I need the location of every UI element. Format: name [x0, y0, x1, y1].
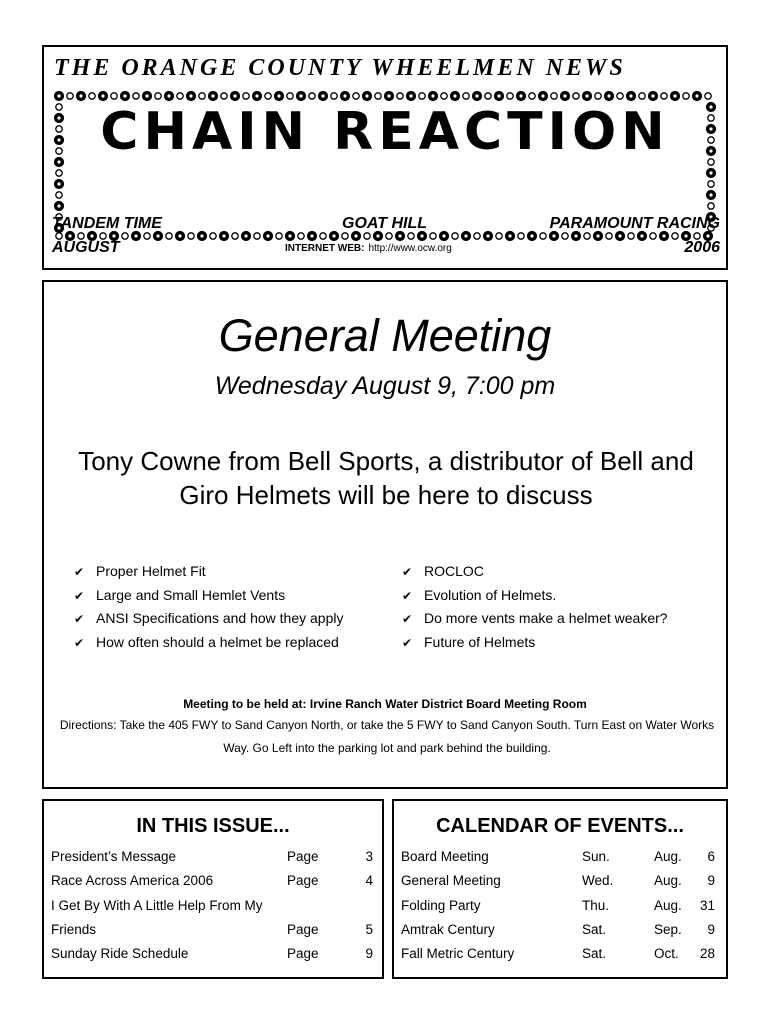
page-number: 3 [365, 849, 373, 864]
page-label: Page [287, 849, 319, 864]
meeting-intro: Tony Cowne from Bell Sports, a distributor of Bell and Giro Helmets will be here to discuss [78, 446, 694, 510]
event-month: Oct. [654, 946, 679, 962]
event-name: Board Meeting [401, 849, 489, 864]
in-this-issue-box [42, 799, 384, 979]
event-day: Wed. [582, 873, 614, 889]
website-label: INTERNET WEB: [285, 243, 365, 254]
article-title: I Get By With A Little Help From My [51, 897, 263, 913]
topic-item: ✔ Evolution of Helmets. [402, 584, 668, 608]
meeting-date: Wednesday August 9, 7:00 pm [214, 372, 556, 400]
topic-item: ✔ Proper Helmet Fit [74, 560, 343, 584]
event-name: General Meeting [401, 873, 501, 889]
list-item [51, 869, 373, 893]
topic-item: ✔ Large and Small Hemlet Vents [74, 584, 343, 608]
page-label: Page [287, 946, 319, 962]
article-title: Sunday Ride Schedule [51, 946, 189, 962]
event-name: Fall Metric Century [401, 946, 515, 962]
list-item [401, 918, 715, 942]
general-meeting-notice [42, 280, 728, 789]
website-link[interactable]: http://www.ocw.org [368, 243, 452, 254]
checkmark-icon: ✔ [402, 635, 413, 650]
issue-contents-list [51, 845, 373, 966]
page-number: 4 [365, 873, 373, 889]
event-date: 9 [707, 921, 715, 937]
calendar-of-events-box [392, 799, 728, 979]
checkmark-icon: ✔ [402, 612, 413, 626]
masthead-left-line-1: TANDEM TIME [52, 215, 162, 232]
event-month: Aug. [654, 873, 682, 889]
list-item [51, 845, 373, 869]
article-title: Friends [51, 921, 97, 937]
newsletter-title: CHAIN REACTION [100, 102, 670, 162]
event-name: Amtrak Century [401, 921, 495, 937]
list-item [401, 869, 715, 893]
event-day: Sat. [582, 921, 607, 937]
checkmark-icon: ✔ [402, 565, 413, 579]
topic-item: ✔ ROCLOC [402, 560, 668, 584]
article-title: Race Across America 2006 [51, 873, 214, 889]
list-item [401, 894, 715, 918]
article-title: President’s Message [51, 849, 177, 864]
meeting-venue: Meeting to be held at: Irvine Ranch Water District Board Meeting Room [183, 697, 587, 711]
in-this-issue-heading: IN THIS ISSUE... [136, 815, 290, 837]
meeting-directions: Directions: Take the 405 FWY to Sand Canyon North, or take the 5 FWY to Sand Canyon South. Turn East on Water Works Way. Go Left into the parking lot and park behind the building. [59, 718, 715, 755]
list-item [401, 845, 715, 869]
topic-item: ✔ Do more vents make a helmet weaker? [402, 607, 668, 631]
event-date: 9 [707, 873, 715, 889]
topic-item: ✔ ANSI Specifications and how they apply [74, 607, 343, 631]
calendar-event-list [401, 845, 715, 966]
calendar-heading: CALENDAR OF EVENTS... [436, 815, 684, 837]
topic-item: ✔ Future of Helmets [402, 631, 668, 655]
page-label: Page [287, 921, 319, 937]
topic-list-left [74, 560, 343, 654]
masthead-center-line-1: GOAT HILL [342, 215, 428, 232]
page-label: Page [287, 873, 319, 889]
masthead-right-line-2: 2006 [684, 239, 720, 256]
event-date: 6 [707, 849, 715, 864]
event-name: Folding Party [401, 897, 481, 913]
checkmark-icon: ✔ [74, 565, 85, 579]
event-month: Aug. [654, 897, 682, 913]
website-line [285, 243, 452, 254]
checkmark-icon: ✔ [74, 588, 85, 603]
page-number: 9 [365, 946, 373, 962]
event-day: Sun. [582, 849, 610, 864]
event-day: Thu. [582, 897, 610, 913]
event-day: Sat. [582, 946, 607, 962]
checkmark-icon: ✔ [74, 635, 85, 650]
list-item [401, 942, 715, 966]
event-date: 31 [699, 897, 715, 913]
masthead-left-line-2: AUGUST [52, 239, 120, 256]
meeting-title: General Meeting [218, 310, 552, 361]
checkmark-icon: ✔ [402, 588, 413, 603]
checkmark-icon: ✔ [74, 612, 85, 626]
event-month: Sep. [654, 921, 682, 937]
masthead [42, 45, 728, 270]
masthead-info-bar [52, 215, 720, 263]
masthead-right-line-1: PARAMOUNT RACING [549, 215, 720, 232]
list-item [51, 942, 373, 966]
list-item [51, 918, 373, 942]
event-month: Aug. [654, 849, 682, 864]
topic-list-right [402, 560, 668, 654]
publication-name: THE ORANGE COUNTY WHEELMEN NEWS [54, 55, 626, 81]
topic-item: ✔ How often should a helmet be replaced [74, 631, 343, 655]
page-number: 5 [365, 921, 373, 937]
event-date: 28 [699, 946, 715, 962]
list-item [51, 894, 373, 918]
